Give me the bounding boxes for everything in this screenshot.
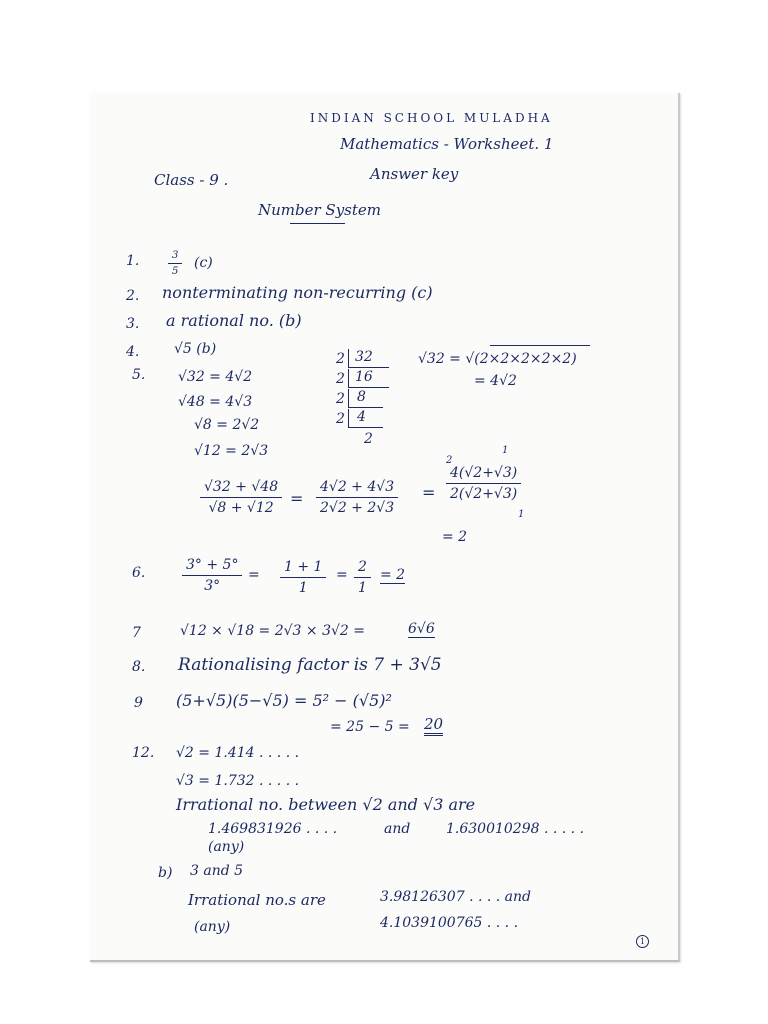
q5-expression (200, 479, 282, 516)
q1-option: (c) (194, 255, 213, 271)
q12b-value-1: 3.98126307 . . . . and (380, 889, 531, 905)
q6-step (280, 559, 326, 596)
q7-working: √12 × √18 = 2√3 × 3√2 = (180, 623, 366, 639)
q12b-any: (any) (194, 919, 231, 935)
q8-number: 8. (132, 659, 146, 675)
q5-line-3: √8 = 2√2 (194, 417, 260, 433)
q5-equals-1: = (290, 489, 304, 508)
q12b-label: b) (158, 865, 173, 881)
q1-frac-num: 3 (168, 250, 182, 264)
q12b-statement: Irrational no.s are (188, 891, 326, 909)
q6-frac-den: 3° (204, 578, 221, 594)
page-number: 1 (636, 935, 649, 948)
sqrt32-result: = 4√2 (474, 373, 517, 389)
q4-number: 4. (126, 344, 140, 360)
answer-key-label: Answer key (370, 165, 459, 183)
q5-expr-num: √32 + √48 (200, 479, 282, 498)
q5-cancel-den: 2(√2+√3) (450, 486, 518, 502)
sqrt32-expansion: √32 = √(2×2×2×2×2) (418, 351, 577, 367)
topic-underline (290, 223, 345, 224)
q12-value-2: 1.630010298 . . . . . (446, 821, 585, 837)
q5-cancel-num: 4(√2+√3) (446, 465, 521, 484)
ladder-divisor-1: 2 (336, 351, 345, 367)
q5-line-1: √32 = 4√2 (178, 369, 253, 385)
q12-number: 12. (132, 745, 155, 761)
q12b-text: 3 and 5 (190, 863, 244, 879)
q12-value-1: 1.469831926 . . . . (208, 821, 338, 837)
q9-answer: 20 (424, 715, 443, 736)
q2-answer: nonterminating non-recurring (c) (162, 283, 433, 302)
worksheet-title: Mathematics - Worksheet. 1 (340, 135, 554, 153)
radical-bar (490, 345, 590, 346)
q7-number: 7 (132, 625, 141, 641)
q1-number: 1. (126, 253, 140, 269)
q3-number: 3. (126, 316, 140, 332)
ladder-value-4: 4 (348, 409, 383, 428)
q2-number: 2. (126, 288, 140, 304)
q1-frac-den: 5 (172, 266, 179, 277)
q12b-value-2: 4.1039100765 . . . . (380, 915, 519, 931)
q6-step2-num: 2 (354, 559, 371, 578)
q8-answer: Rationalising factor is 7 + 3√5 (178, 655, 442, 675)
q12-sqrt3: √3 = 1.732 . . . . . (176, 773, 300, 789)
q6-step-num: 1 + 1 (280, 559, 326, 578)
q5-cancel-fraction (446, 465, 521, 502)
ladder-divisor-2: 2 (336, 371, 345, 387)
ladder-value-1: 32 (348, 349, 389, 368)
q3-answer: a rational no. (b) (166, 311, 302, 330)
q5-final: = 2 (442, 529, 468, 545)
q9-number: 9 (134, 695, 143, 711)
q12-statement: Irrational no. between √2 and √3 are (176, 795, 476, 814)
ladder-value-2: 16 (348, 369, 389, 388)
q9-working: (5+√5)(5−√5) = 5² − (√5)² (176, 691, 392, 710)
q5-step-den: 2√2 + 2√3 (320, 500, 395, 516)
q5-number: 5. (132, 367, 146, 383)
q7-answer: 6√6 (408, 621, 435, 637)
q5-step-num: 4√2 + 4√3 (316, 479, 398, 498)
ladder-divisor-3: 2 (336, 391, 345, 407)
q6-step2 (354, 559, 371, 596)
q6-result: = 2 (380, 567, 406, 583)
q5-cancel-top: 1 (502, 445, 509, 456)
q9-line-2: = 25 − 5 = (330, 719, 410, 735)
q6-number: 6. (132, 565, 146, 581)
q12-and: and (384, 821, 411, 837)
q5-step (316, 479, 398, 516)
q5-cancel-bottom: 1 (518, 509, 525, 520)
ladder-divisor-4: 2 (336, 411, 345, 427)
q5-cancel-two: 2 (446, 455, 453, 466)
q5-line-4: √12 = 2√3 (194, 443, 269, 459)
ladder-value-3: 8 (348, 389, 383, 408)
q1-fraction (168, 250, 182, 277)
class-label: Class - 9 . (154, 171, 229, 189)
q6-step-den: 1 (298, 580, 308, 596)
q4-answer: √5 (b) (174, 341, 217, 357)
q6-expression (182, 557, 242, 594)
q5-expr-den: √8 + √12 (208, 500, 274, 516)
school-name: INDIAN SCHOOL MULADHA (310, 111, 553, 125)
worksheet-page (90, 93, 680, 962)
q6-frac-num: 3° + 5° (182, 557, 242, 576)
q5-line-2: √48 = 4√3 (178, 394, 253, 410)
q5-equals-2: = (422, 483, 436, 502)
ladder-last: 2 (364, 431, 373, 447)
q6-equals-1: = (248, 567, 260, 583)
q6-step2-den: 1 (358, 580, 367, 596)
q6-equals-2: = (336, 567, 348, 583)
topic-title: Number System (258, 201, 382, 219)
q12-sqrt2: √2 = 1.414 . . . . . (176, 745, 300, 761)
q12-any-1: (any) (208, 839, 245, 855)
